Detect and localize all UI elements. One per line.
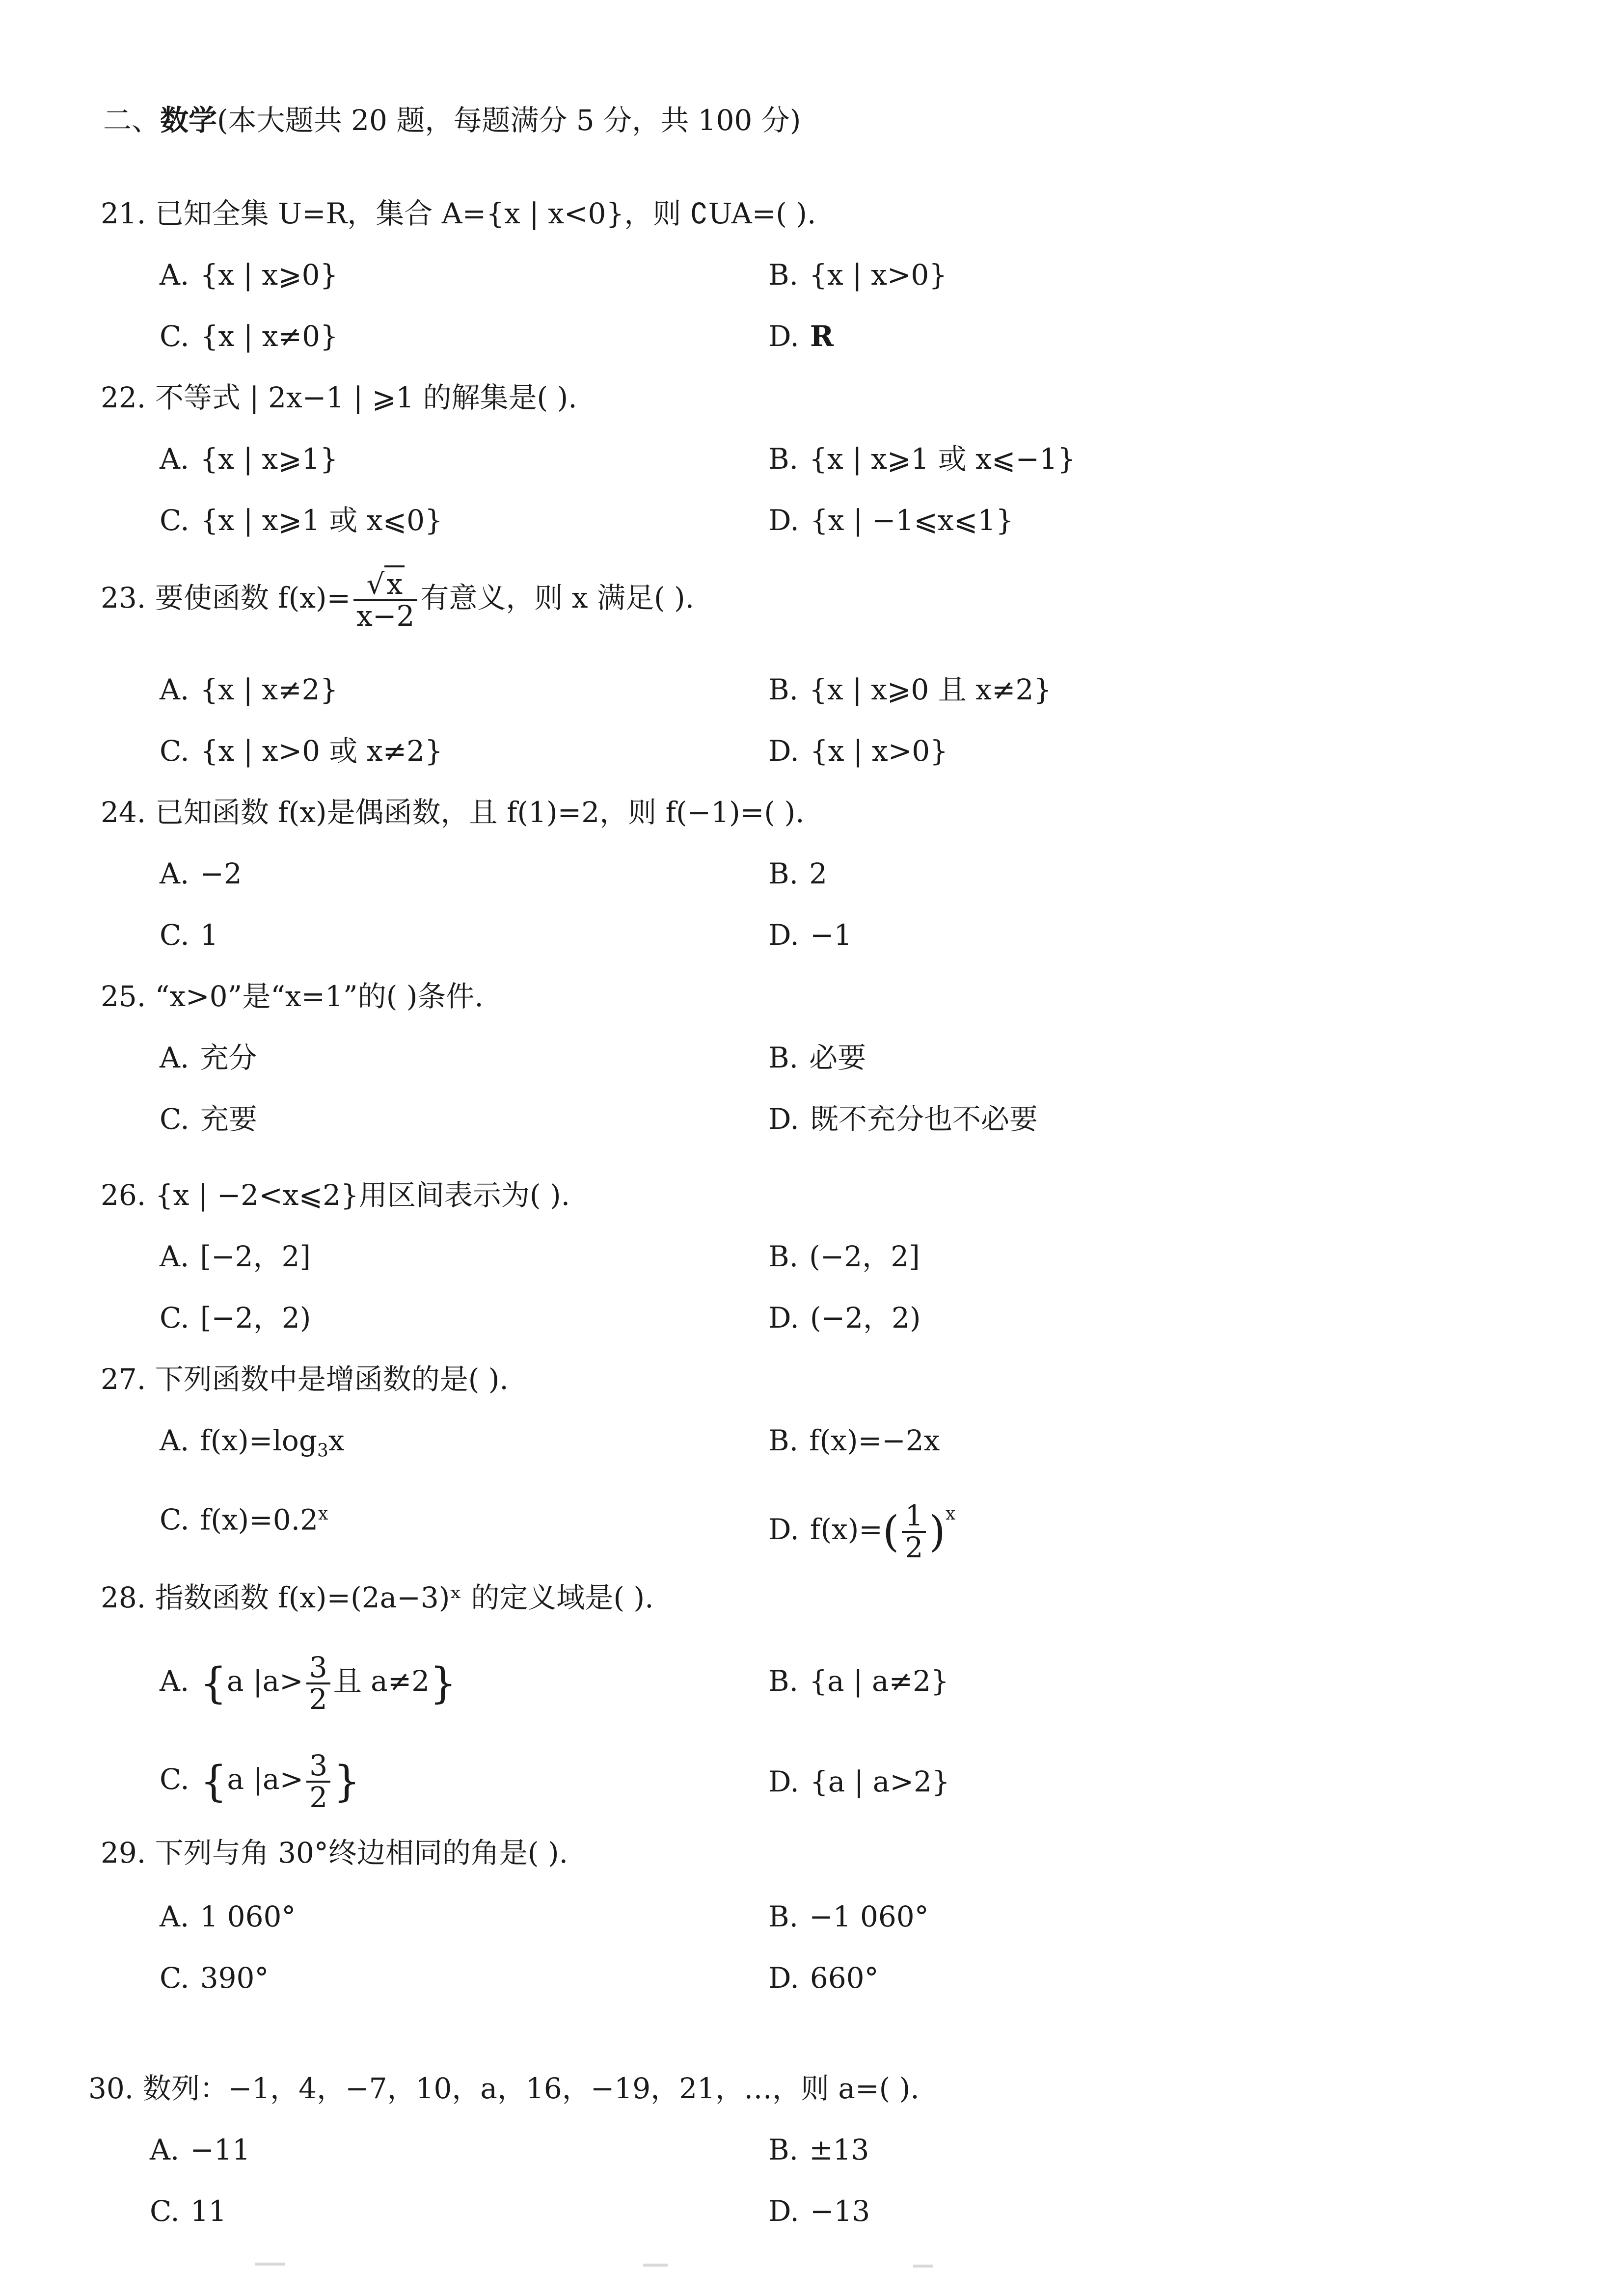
option-d: D. R (768, 320, 834, 353)
option-d: D. 既不充分也不必要 (768, 1102, 1038, 1136)
question-stem: 30. 数列：−1，4，−7，10，a，16，−19，21，…，则 a=( ). (88, 2072, 920, 2105)
question-stem: 23. 要使函数 f(x)= $\frac{√x}{x-2}$ 有意义，则 x 满足( ). (101, 569, 694, 631)
scan-artifact (255, 2263, 285, 2266)
option-b: B. f(x)=−2x (768, 1424, 940, 1457)
option-a: A. {a |a> $\frac{3}{2}$ 且 a≠2} (160, 1651, 457, 1716)
question-stem: 28. 指数函数 f(x)=(2a−3)ˣ 的定义域是( ). (101, 1581, 654, 1614)
section-prefix: 二、 (103, 104, 161, 137)
section-subject: 数学 (160, 104, 217, 137)
option-b: B. −1 060° (768, 1900, 929, 1933)
section-note: (本大题共 20 题，每题满分 5 分，共 100 分) (217, 104, 801, 137)
option-b: B. {a | a≠2} (768, 1664, 949, 1698)
scan-artifact (913, 2265, 933, 2268)
option-a: A. {x | x≠2} (160, 673, 338, 706)
fraction: $\frac{√x}{x-2}$ (353, 569, 417, 631)
option-b: B. 必要 (768, 1041, 866, 1074)
question-stem: 29. 下列与角 30°终边相同的角是( ). (101, 1836, 568, 1869)
scan-artifact (643, 2264, 668, 2267)
option-d: D. {x | −1⩽x⩽1} (768, 504, 1014, 537)
option-d: D. f(x)=( $\frac{1}{2}$ )$^x$ (768, 1499, 956, 1564)
option-b: B. {x | x>0} (768, 258, 947, 292)
question-stem: 21. 已知全集 U=R，集合 A={x | x<0}，则 ∁UA=( ). (101, 197, 816, 230)
option-a: A. {x | x⩾1} (160, 442, 338, 476)
option-c: C. {a |a> $\frac{3}{2}$ } (160, 1749, 360, 1814)
option-a: A. [−2，2] (160, 1240, 311, 1273)
option-c: C. {x | x>0 或 x≠2} (160, 734, 443, 768)
option-c: C. {x | x⩾1 或 x⩽0} (160, 504, 443, 537)
option-b: B. {x | x⩾0 且 x≠2} (768, 673, 1052, 706)
option-a: A. 充分 (160, 1041, 257, 1074)
option-a: A. −2 (160, 857, 242, 890)
option-c: C. 11 (150, 2194, 227, 2228)
option-d: D. {x | x>0} (768, 734, 948, 768)
option-b: B. ±13 (768, 2133, 869, 2166)
option-a: A. $f(x)=\log_3x$ (160, 1424, 345, 1461)
question-stem: 26. {x | −2<x⩽2}用区间表示为( ). (101, 1178, 570, 1212)
option-c: C. 1 (160, 918, 218, 952)
option-a: A. {x | x⩾0} (160, 258, 338, 292)
section-header (103, 101, 801, 140)
option-b: B. {x | x⩾1 或 x⩽−1} (768, 442, 1076, 476)
option-d: D. −13 (768, 2194, 870, 2228)
question-stem: 25. “x>0”是“x=1”的( )条件. (101, 980, 484, 1013)
option-b: B. 2 (768, 857, 827, 890)
option-b: B. (−2，2] (768, 1240, 920, 1273)
question-stem: 27. 下列函数中是增函数的是( ). (101, 1362, 509, 1396)
option-a: A. −11 (150, 2133, 250, 2166)
option-d: D. 660° (768, 1961, 879, 1995)
option-d: D. {a | a>2} (768, 1765, 950, 1798)
question-stem: 24. 已知函数 f(x)是偶函数，且 f(1)=2，则 f(−1)=( ). (101, 796, 805, 829)
option-d: D. (−2，2) (768, 1301, 921, 1335)
option-c: C. $f(x)=0.2^x$ (160, 1503, 328, 1537)
option-c: C. 390° (160, 1961, 269, 1995)
option-a: A. 1 060° (160, 1900, 296, 1933)
option-c: C. {x | x≠0} (160, 320, 338, 353)
option-c: C. 充要 (160, 1102, 257, 1136)
question-stem: 22. 不等式 | 2x−1 | ⩾1 的解集是( ). (101, 381, 577, 414)
option-d: D. −1 (768, 918, 852, 952)
option-c: C. [−2，2) (160, 1301, 311, 1335)
